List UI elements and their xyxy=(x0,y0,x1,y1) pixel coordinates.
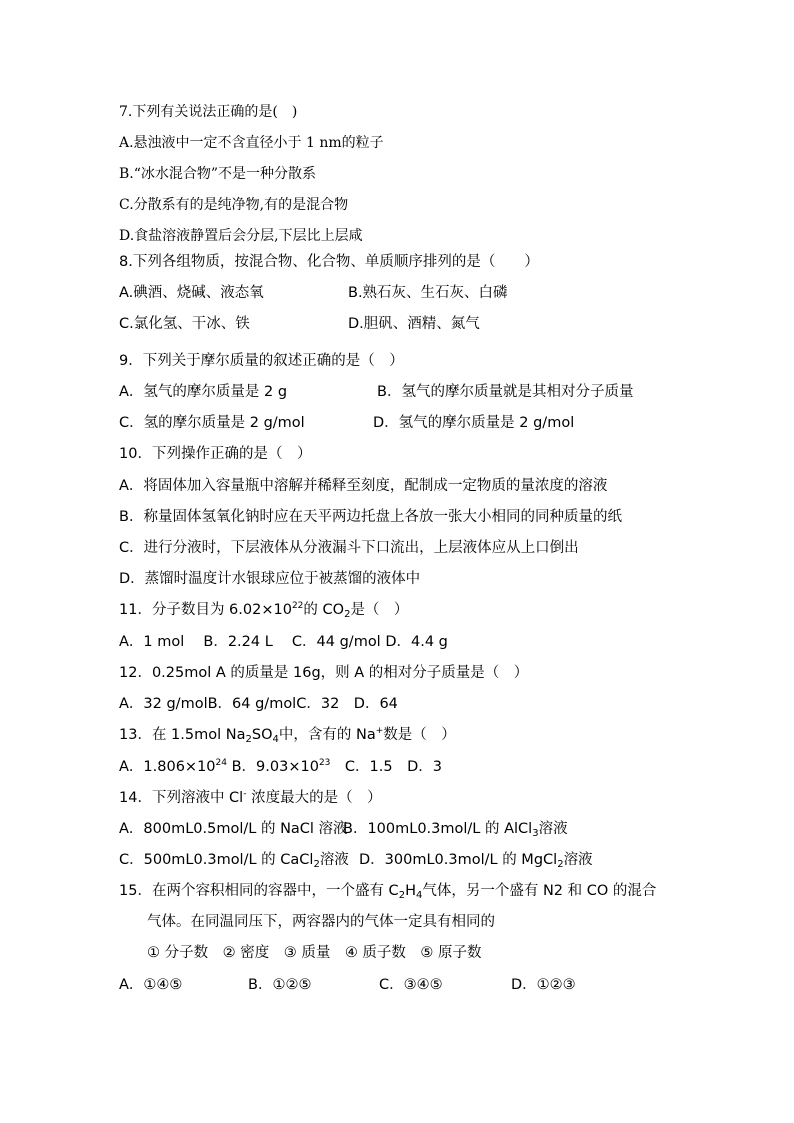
q8-row1 xyxy=(119,283,508,303)
q15-stem-line2: 气体。在同温同压下，两容器内的气体一定具有相同的 xyxy=(147,914,495,930)
q13-stem-end: 数是（ ） xyxy=(383,727,456,743)
q7-option-c: C.分散系有的是纯净物,有的是混合物 xyxy=(119,197,349,213)
q13-subscript-1: 2 xyxy=(245,734,252,745)
q15-items: ① 分子数 ② 密度 ③ 质量 ④ 质子数 ⑤ 原子数 xyxy=(147,945,482,961)
q13-option-a-exponent: 24 xyxy=(215,758,227,768)
q15-subscript-1: 2 xyxy=(398,890,406,901)
q11-stem-formula: 的 CO xyxy=(303,602,345,618)
q15-option-b: B．①②⑤ xyxy=(248,977,312,993)
q11-stem xyxy=(119,600,408,620)
q8-row2 xyxy=(119,314,480,334)
q14-row1 xyxy=(119,819,568,839)
q14-option-c-text: C．500mL0.3mol/L 的 CaCl xyxy=(119,852,314,868)
q13-options xyxy=(119,757,442,777)
q13-option-a: A．1.806×10 xyxy=(119,759,216,775)
q13-option-b-exponent: 23 xyxy=(318,758,331,768)
q14-option-b-end: 溶液 xyxy=(538,821,568,837)
q13-superscript: + xyxy=(375,726,384,736)
q13-subscript-2: 4 xyxy=(272,734,279,745)
q10-option-b: B．称量固体氢氧化钠时应在天平两边托盘上各放一张大小相同的同种质量的纸 xyxy=(119,509,622,525)
q8-option-b: B.熟石灰、生石灰、白磷 xyxy=(348,285,508,301)
q14-option-d-end: 溶液 xyxy=(563,852,593,868)
q15-stem-end: 气体，另一个盛有 N2 和 CO 的混合 xyxy=(422,883,657,899)
q14-stem-text: 14．下列溶液中 Cl xyxy=(119,790,244,806)
q13-stem xyxy=(119,725,456,745)
q15-option-c: C．③④⑤ xyxy=(379,977,443,993)
q14-option-c-subscript: 2 xyxy=(313,859,320,870)
q10-option-d: D．蒸馏时温度计水银球应位于被蒸馏的液体中 xyxy=(119,571,421,587)
q13-stem-formula: SO xyxy=(251,727,273,743)
q15-stem-formula: H xyxy=(405,883,416,899)
q13-stem-text: 13．在 1.5mol Na xyxy=(119,727,246,743)
q8-stem: 8.下列各组物质，按混合物、化合物、单质顺序排列的是（ ） xyxy=(119,254,539,270)
q14-option-a: A．800mL0.5mol/L 的 NaCl 溶液 xyxy=(119,821,348,837)
q10-option-c: C．进行分液时，下层液体从分液漏斗下口流出，上层液体应从上口倒出 xyxy=(119,540,579,556)
q11-stem-text: 11．分子数目为 6.02×10 xyxy=(119,602,292,618)
q15-option-d: D．①②③ xyxy=(511,977,576,993)
q12-options: A．32 g/molB．64 g/molC．32 D．64 xyxy=(119,696,398,712)
q14-option-b-subscript: 3 xyxy=(532,828,539,839)
q14-option-d-subscript: 2 xyxy=(557,859,564,870)
q9-row2 xyxy=(119,413,575,433)
q15-options xyxy=(119,975,576,995)
q11-subscript: 2 xyxy=(344,609,351,620)
q14-option-d-text: D．300mL0.3mol/L 的 MgCl xyxy=(359,852,558,868)
q7-stem: 7.下列有关说法正确的是( ) xyxy=(119,104,298,120)
q14-row2 xyxy=(119,850,593,870)
q8-option-a: A.碘酒、烧碱、液态氧 xyxy=(119,285,264,301)
q14-option-b-text: B．100mL0.3mol/L 的 AlCl xyxy=(343,821,533,837)
q9-stem: 9．下列关于摩尔质量的叙述正确的是（ ） xyxy=(119,353,404,369)
q15-stem-text: 15．在两个容积相同的容器中，一个盛有 C xyxy=(119,883,399,899)
q9-option-b: B．氢气的摩尔质量就是其相对分子质量 xyxy=(377,384,634,400)
q11-exponent: 22 xyxy=(291,601,304,611)
q12-stem: 12．0.25mol A 的质量是 16g，则 A 的相对分子质量是（ ） xyxy=(119,665,529,681)
q11-options: A．1 mol B．2.24 L C．44 g/mol D．4.4 g xyxy=(119,634,448,650)
q13-option-cd: C．1.5 D．3 xyxy=(330,759,442,775)
q9-row1 xyxy=(119,382,634,402)
q14-stem xyxy=(119,788,382,808)
q8-option-c: C.氯化氢、干冰、铁 xyxy=(119,316,250,332)
q10-option-a: A．将固体加入容量瓶中溶解并稀释至刻度，配制成一定物质的量浓度的溶液 xyxy=(119,478,608,494)
q14-option-d xyxy=(359,850,593,870)
q14-option-c-end: 溶液 xyxy=(319,852,349,868)
q8-option-d: D.胆矾、酒精、氮气 xyxy=(348,316,480,332)
q9-option-d: D．氢气的摩尔质量是 2 g/mol xyxy=(373,415,575,431)
q7-option-d: D.食盐溶液静置后会分层,下层比上层咸 xyxy=(119,228,363,244)
q14-option-b xyxy=(343,819,568,839)
q7-option-b: B.“冰水混合物”不是一种分散系 xyxy=(119,166,317,182)
q14-superscript: - xyxy=(243,789,247,799)
q10-stem: 10．下列操作正确的是（ ） xyxy=(119,446,312,462)
q14-stem-end: 浓度最大的是（ ） xyxy=(246,790,382,806)
q15-option-a: A．①④⑤ xyxy=(119,977,183,993)
q7-option-a: A.悬浊液中一定不含直径小于 1 nm的粒子 xyxy=(119,135,384,151)
q15-subscript-2: 4 xyxy=(415,890,423,901)
q15-stem xyxy=(119,881,656,901)
q13-option-b: B．9.03×10 xyxy=(226,759,319,775)
q9-option-a: A．氢气的摩尔质量是 2 g xyxy=(119,384,288,400)
q11-stem-end: 是（ ） xyxy=(350,602,409,618)
q13-stem-middle: 中，含有的 Na xyxy=(278,727,376,743)
q9-option-c: C．氢的摩尔质量是 2 g/mol xyxy=(119,415,305,431)
q14-option-c xyxy=(119,852,349,868)
